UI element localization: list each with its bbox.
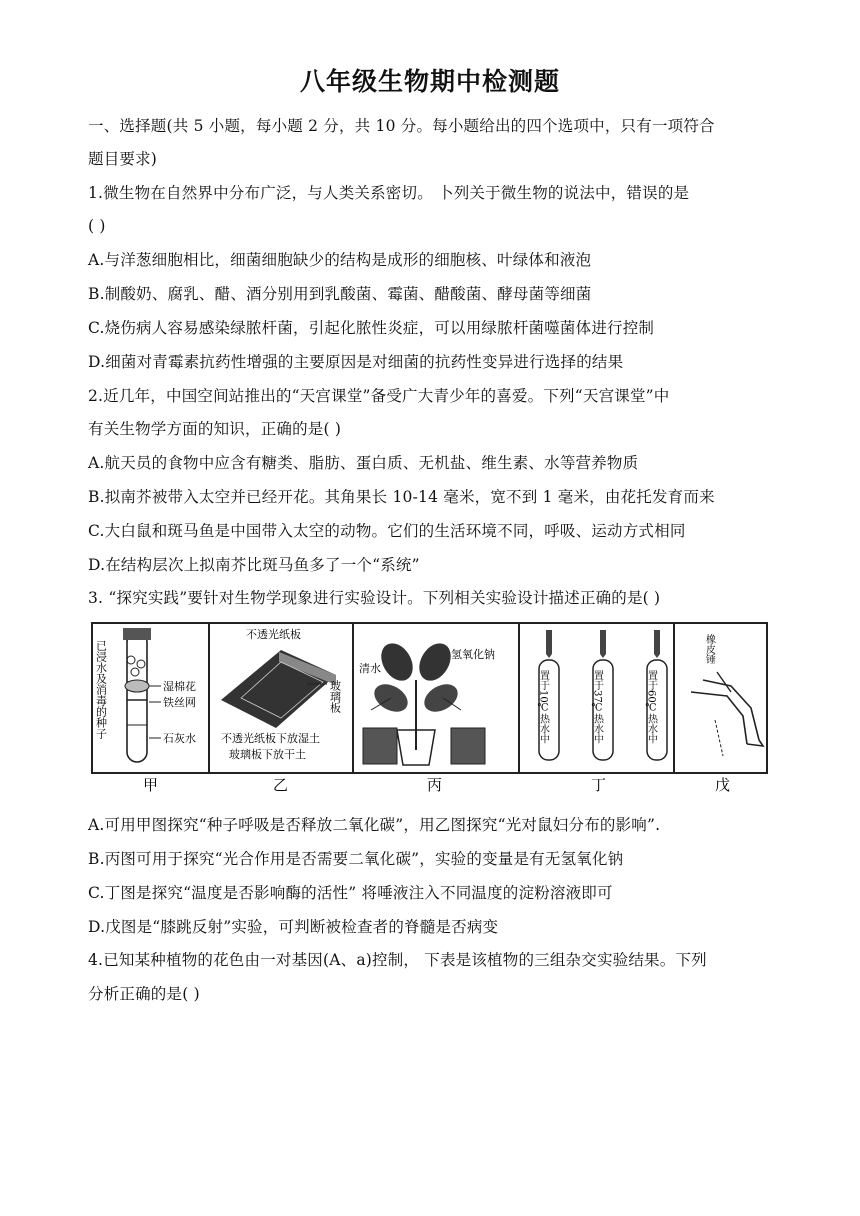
ding-label-60c: 置于60℃热水中 (645, 670, 657, 744)
q2-option-b: B.拟南芥被带入太空并已经开花。其角果长 10-14 毫米，宽不到 1 毫米，由花托发育而来 (88, 488, 715, 506)
jia-label-limewater: 石灰水 (163, 732, 196, 745)
section-instruction: 一、选择题(共 5 小题，每小题 2 分，共 10 分。每小题给出的四个选项中，只有一项符合 (88, 117, 715, 135)
yi-bottom-label-1: 不透光纸板下放湿土 (221, 732, 320, 745)
q3-option-d: D.戊图是“膝跳反射”实验，可判断被检查者的脊髓是否病变 (88, 918, 499, 936)
ding-label-10c: 置于10℃热水中 (537, 670, 549, 744)
page-title: 八年级生物期中检测题 (299, 67, 560, 96)
q2-option-d: D.在结构层次上拟南芥比斑马鱼多了一个“系统” (88, 556, 420, 574)
jia-label-cotton: 湿棉花 (163, 680, 196, 693)
q3-experiment-figure (91, 620, 768, 794)
q1-option-b: B.制酸奶、腐乳、醋、酒分别用到乳酸菌、霉菌、醋酸菌、酵母菌等细菌 (88, 285, 592, 303)
jia-side-label: 已浸水及消毒的种子 (94, 640, 108, 739)
q1-option-c: C.烧伤病人容易感染绿脓杆菌，引起化脓性炎症，可以用绿脓杆菌噬菌体进行控制 (88, 319, 655, 337)
caption-bing: 丙 (427, 776, 443, 794)
q2-stem-cont: 有关生物学方面的知识，正确的是( ) (88, 420, 342, 438)
bing-left-label: 清水 (359, 662, 381, 675)
q2-stem: 2.近几年，中国空间站推出的“天宫课堂”备受广大青少年的喜爱。下列“天宫课堂”中 (88, 387, 670, 405)
q2-option-a: A.航天员的食物中应含有糖类、脂肪、蛋白质、无机盐、维生素、水等营养物质 (88, 454, 639, 472)
panel-jia-illustration (123, 628, 161, 762)
q1-stem: 1.微生物在自然界中分布广泛，与人类关系密切。 卜列关于微生物的说法中，错误的是 (88, 184, 690, 202)
yi-top-label: 不透光纸板 (246, 628, 301, 641)
yi-side-label: 玻璃板 (328, 680, 342, 713)
yi-bottom-label-2: 玻璃板下放干土 (229, 748, 306, 761)
ding-label-37c: 置于37℃热水中 (591, 670, 603, 744)
panel-yi-illustration (221, 650, 336, 728)
q1-option-a: A.与洋葱细胞相比，细菌细胞缺少的结构是成形的细胞核、叶绿体和液泡 (88, 251, 592, 269)
wu-label: 橡皮锤 (703, 634, 715, 664)
panel-wu-illustration (691, 672, 763, 756)
q3-option-a: A.可用甲图探究“种子呼吸是否释放二氧化碳”，用乙图探究“光对鼠妇分布的影响”. (88, 816, 661, 834)
q3-option-c: C.丁图是探究“温度是否影响酶的活性” 将唾液注入不同温度的淀粉溶液即可 (88, 884, 613, 902)
caption-wu: 戊 (715, 776, 731, 794)
q4-stem: 4.已知某种植物的花色由一对基因(A、a)控制， 下表是该植物的三组杂交实验结果。下列 (88, 951, 707, 969)
q4-stem-cont: 分析正确的是( ) (88, 985, 200, 1003)
q1-option-d: D.细菌对青霉素抗药性增强的主要原因是对细菌的抗药性变异进行选择的结果 (88, 353, 624, 371)
bing-right-label: 氢氧化钠 (451, 648, 495, 661)
jia-label-wire-mesh: 铁丝网 (163, 696, 196, 709)
section-instruction-cont: 题目要求) (88, 150, 158, 168)
q3-stem: 3. “探究实践”要针对生物学现象进行实验设计。下列相关实验设计描述正确的是( ) (88, 589, 661, 607)
q1-answer-blank: ( ) (88, 217, 106, 235)
q3-option-b: B.丙图可用于探究“光合作用是否需要二氧化碳”，实验的变量是有无氢氧化钠 (88, 850, 624, 868)
caption-ding: 丁 (591, 776, 607, 794)
caption-jia: 甲 (143, 776, 159, 794)
q2-option-c: C.大白鼠和斑马鱼是中国带入太空的动物。它们的生活环境不同，呼吸、运动方式相同 (88, 522, 686, 540)
caption-yi: 乙 (273, 776, 289, 794)
